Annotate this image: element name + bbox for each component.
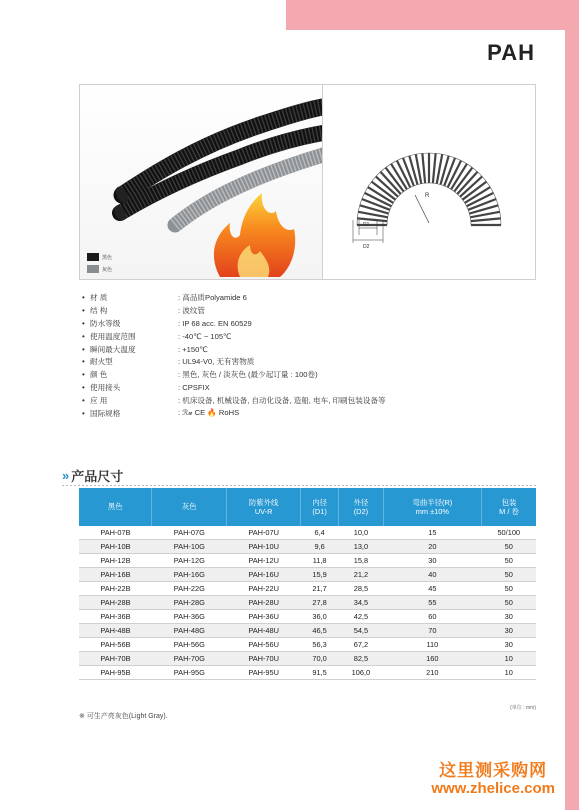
table-cell: 15,9 <box>301 568 339 582</box>
spec-value: : ℛ𝓊 CE 🔥 RoHS <box>178 408 240 418</box>
table-cell: 210 <box>383 666 481 680</box>
table-cell: 9,6 <box>301 540 339 554</box>
conduit-outline <box>387 183 471 225</box>
table-cell: 50 <box>482 554 537 568</box>
spec-bullet: • <box>82 396 85 406</box>
table-cell: 106,0 <box>339 666 384 680</box>
table-cell: 56,3 <box>301 638 339 652</box>
table-cell: 30 <box>482 610 537 624</box>
column-header: 外径 (D2) <box>339 488 384 526</box>
spec-bullet: • <box>82 331 85 341</box>
table-cell: PAH-48U <box>227 624 301 638</box>
spec-value: : CPSFIX <box>178 383 210 393</box>
spec-row <box>82 317 522 330</box>
table-cell: PAH-12B <box>79 554 152 568</box>
table-cell: 11,8 <box>301 554 339 568</box>
spec-label: 防水等级 <box>90 318 121 328</box>
spec-row <box>82 394 522 407</box>
bend-radius-diagram <box>323 85 535 279</box>
side-accent-band <box>565 30 579 810</box>
spec-label: 国际规格 <box>90 408 121 418</box>
spec-value: : +150℃ <box>178 344 208 354</box>
spec-bullet: • <box>82 357 85 367</box>
table-cell: 82,5 <box>339 652 384 666</box>
spec-label: 使用温度范围 <box>90 331 136 341</box>
spec-list <box>82 291 522 420</box>
column-header: 防紫外线 UV-R <box>227 488 301 526</box>
spec-row <box>82 368 522 381</box>
spec-value: : 波纹管 <box>178 305 206 315</box>
table-row <box>79 596 536 610</box>
spec-value: : 机床设备, 机械设备, 自动化设备, 造船, 电车, 印刷包装设备等 <box>178 396 386 406</box>
table-cell: 46,5 <box>301 624 339 638</box>
table-cell: PAH-95B <box>79 666 152 680</box>
section-title: 产品尺寸 <box>71 469 124 484</box>
spec-row <box>82 407 522 420</box>
table-row <box>79 666 536 680</box>
table-cell: PAH-95G <box>152 666 227 680</box>
swatch-gray <box>87 265 112 273</box>
table-cell: 34,5 <box>339 596 384 610</box>
table-cell: 15 <box>383 526 481 540</box>
table-row <box>79 638 536 652</box>
table-cell: PAH-07G <box>152 526 227 540</box>
table-cell: 67,2 <box>339 638 384 652</box>
spec-bullet: • <box>82 370 85 380</box>
table-cell: PAH-56G <box>152 638 227 652</box>
double-chevron-icon: » <box>62 468 68 483</box>
table-cell: PAH-10G <box>152 540 227 554</box>
table-cell: 50 <box>482 568 537 582</box>
d2-label: D2 <box>363 244 370 250</box>
table-cell: 70,0 <box>301 652 339 666</box>
spec-value: : UL94-V0, 无有害物质 <box>178 357 255 367</box>
spec-label: 结 构 <box>90 305 108 315</box>
table-row <box>79 540 536 554</box>
corrugation-rib <box>471 218 501 221</box>
swatch-black-chip <box>87 253 99 261</box>
table-cell: 20 <box>383 540 481 554</box>
table-cell: 21,2 <box>339 568 384 582</box>
page-title: PAH <box>487 40 535 65</box>
table-cell: 30 <box>482 624 537 638</box>
table-cell: PAH-95U <box>227 666 301 680</box>
swatch-black-label: 黑色 <box>102 254 113 261</box>
spec-row <box>82 355 522 368</box>
spec-value: : 黑色, 灰色 / 淡灰色 (最少起订量 : 100卷) <box>178 370 318 380</box>
spec-row <box>82 304 522 317</box>
spec-bullet: • <box>82 408 85 418</box>
radius-line <box>415 195 429 223</box>
table-cell: 13,0 <box>339 540 384 554</box>
table-cell: PAH-28G <box>152 596 227 610</box>
table-cell: PAH-56U <box>227 638 301 652</box>
table-cell: PAH-07B <box>79 526 152 540</box>
table-cell: PAH-36G <box>152 610 227 624</box>
table-cell: 54,5 <box>339 624 384 638</box>
table-cell: 10 <box>482 666 537 680</box>
spec-bullet: • <box>82 318 85 328</box>
table-cell: PAH-10U <box>227 540 301 554</box>
swatch-gray-chip <box>87 265 99 273</box>
spec-label: 颜 色 <box>90 370 108 380</box>
spec-label: 瞬间最大温度 <box>90 344 136 354</box>
size-table <box>79 488 536 680</box>
column-header: 灰色 <box>152 488 227 526</box>
radius-label: R <box>425 193 430 199</box>
watermark-chinese: 这里测采购网 <box>439 761 548 780</box>
table-cell: 160 <box>383 652 481 666</box>
table-cell: PAH-12U <box>227 554 301 568</box>
spec-label: 使用接头 <box>90 383 121 393</box>
column-header: 包装 M / 卷 <box>482 488 537 526</box>
table-cell: 50/100 <box>482 526 537 540</box>
product-figure <box>79 84 536 280</box>
spec-bullet: • <box>82 305 85 315</box>
table-cell: PAH-16B <box>79 568 152 582</box>
table-cell: PAH-22U <box>227 582 301 596</box>
table-cell: 91,5 <box>301 666 339 680</box>
table-cell: 50 <box>482 540 537 554</box>
spec-label: 耐火型 <box>90 357 113 367</box>
corrugation-rib <box>433 153 436 183</box>
table-cell: PAH-22B <box>79 582 152 596</box>
table-row <box>79 526 536 540</box>
table-cell: PAH-16G <box>152 568 227 582</box>
table-cell: 50 <box>482 582 537 596</box>
watermark-url: www.zhelice.com <box>431 779 555 797</box>
site-watermark <box>431 762 555 797</box>
table-row <box>79 568 536 582</box>
table-cell: 110 <box>383 638 481 652</box>
table-cell: 60 <box>383 610 481 624</box>
spec-row <box>82 330 522 343</box>
table-cell: 10 <box>482 652 537 666</box>
spec-label: 材 质 <box>90 292 108 302</box>
table-cell: PAH-36B <box>79 610 152 624</box>
table-cell: PAH-16U <box>227 568 301 582</box>
spec-value: : IP 68 acc. EN 60529 <box>178 318 252 328</box>
table-cell: 15,8 <box>339 554 384 568</box>
table-row <box>79 610 536 624</box>
table-cell: PAH-28U <box>227 596 301 610</box>
section-divider <box>62 485 536 486</box>
unit-note: (单位 : mm) <box>510 705 536 711</box>
table-row <box>79 624 536 638</box>
table-cell: 70 <box>383 624 481 638</box>
spec-bullet: • <box>82 344 85 354</box>
spec-row <box>82 381 522 394</box>
table-cell: PAH-36U <box>227 610 301 624</box>
table-cell: PAH-12G <box>152 554 227 568</box>
d1-label: D1 <box>363 222 370 228</box>
spec-value: : -40℃ ~ 105℃ <box>178 331 232 341</box>
column-header: 内径 (D1) <box>301 488 339 526</box>
table-cell: 27,8 <box>301 596 339 610</box>
table-cell: PAH-07U <box>227 526 301 540</box>
footnote: ※ 可生产亮灰色(Light Gray). <box>79 713 168 720</box>
column-header: 黑色 <box>79 488 152 526</box>
table-cell: 6,4 <box>301 526 339 540</box>
table-cell: PAH-56B <box>79 638 152 652</box>
spec-row <box>82 343 522 356</box>
column-header: 弯曲半径(R) mm ±10% <box>383 488 481 526</box>
product-photo <box>80 85 323 279</box>
table-cell: 10,0 <box>339 526 384 540</box>
table-cell: 45 <box>383 582 481 596</box>
spec-bullet: • <box>82 292 85 302</box>
swatch-gray-label: 灰色 <box>102 266 113 273</box>
header-accent-band <box>286 0 579 30</box>
table-cell: 40 <box>383 568 481 582</box>
table-cell: PAH-22G <box>152 582 227 596</box>
table-cell: PAH-48G <box>152 624 227 638</box>
table-cell: PAH-70G <box>152 652 227 666</box>
table-cell: 42,5 <box>339 610 384 624</box>
table-cell: 28,5 <box>339 582 384 596</box>
section-header <box>62 466 123 485</box>
table-row <box>79 554 536 568</box>
table-cell: 21,7 <box>301 582 339 596</box>
table-row <box>79 582 536 596</box>
table-header-row <box>79 488 536 526</box>
spec-bullet: • <box>82 383 85 393</box>
table-cell: 30 <box>482 638 537 652</box>
table-cell: PAH-70B <box>79 652 152 666</box>
corrugation-rib <box>357 218 387 221</box>
table-cell: PAH-28B <box>79 596 152 610</box>
corrugation-rib <box>422 153 425 183</box>
table-cell: 55 <box>383 596 481 610</box>
table-cell: 30 <box>383 554 481 568</box>
table-cell: PAH-70U <box>227 652 301 666</box>
table-cell: PAH-10B <box>79 540 152 554</box>
spec-row <box>82 291 522 304</box>
table-cell: 50 <box>482 596 537 610</box>
spec-value: : 高品质Polyamide 6 <box>178 292 247 302</box>
technical-drawing <box>323 85 535 279</box>
table-cell: PAH-48B <box>79 624 152 638</box>
conduit-photo-illustration <box>80 85 323 279</box>
spec-label: 应 用 <box>90 396 108 406</box>
table-row <box>79 652 536 666</box>
table-cell: 36,0 <box>301 610 339 624</box>
swatch-black <box>87 253 112 261</box>
